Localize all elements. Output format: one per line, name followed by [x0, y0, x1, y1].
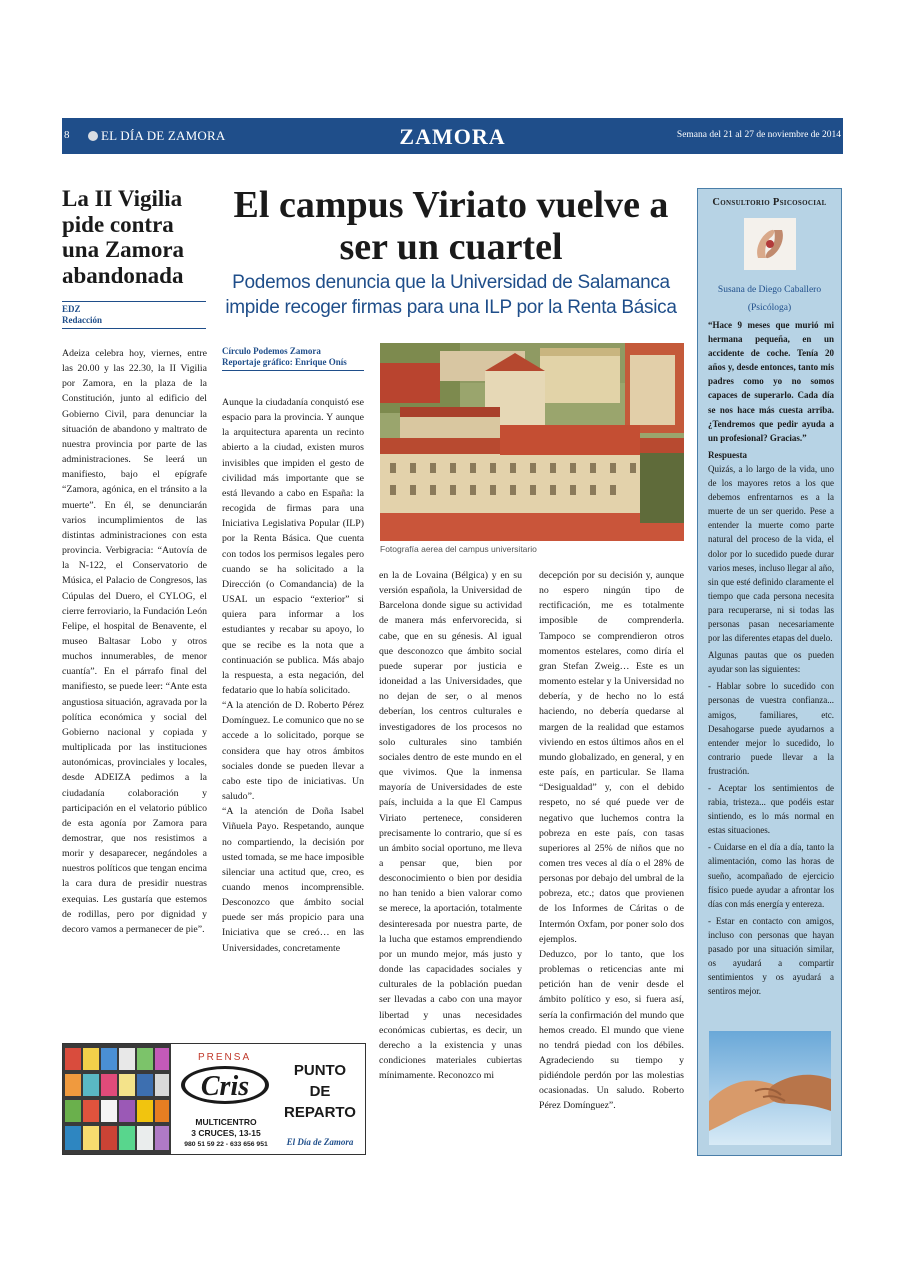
page-number: 8: [64, 129, 70, 141]
paragraph: decepción por su decisión y, aunque no espero ningún tipo de rectificación, me es totalmente imposible de comprenderla. Tampoco se comprendieron otros momentos estelares, como diría el gran Stefan Zweig… Este es un momento estelar y la Universidad no debería, y de hecho no lo está haciendo, no debería quedarse al margen de la realidad que estamos viviendo en estos últimos años en el mundo globalizado, en general, y en este país, en particular. Se llama “Desigualdad” y, con el debido respeto, no sé qué puede ver de negativo que luchemos contra la pobreza en este país, con tasas superiores al 25% de niños que no comen tres veces al día o el 28% de personas por debajo del umbral de la pobreza, etc.; datos que provienen de los Informes de Cáritas o de Intermón Oxfam, por poner solo dos ejemplos.: [539, 570, 684, 945]
reader-question: “Hace 9 meses que murió mi hermana pequeña, en un accidente de coche. Tenía 20 años y, desde entonces, tanto mis padres como yo no somos capaces de superarlo. Cada día se nos hace más cuesta arriba. ¿Tendremos que pedir ayuda a un profesional? Gracias.”: [708, 320, 834, 443]
byline-author: EDZ: [62, 304, 81, 314]
ad-prensa-label: PRENSA: [198, 1052, 252, 1063]
paragraph: “A la atención de Doña Isabel Viñuela Payo. Respetando, aunque no compartiendo, la decisión por usted tomada, se me hace imposible silenciar una actitud que, creo, es cuando menos incomprensible. Desconozco que ámbito social puede ser más propicio para una Iniciativa que se creó… en las Universidades, concretamente: [222, 806, 364, 954]
paragraph: “A la atención de D. Roberto Pérez Domínguez. Le comunico que no se accede a lo solicitado, porque se considera que hay otros ámbitos sociales donde se pueden llevar a cabo este tipo de iniciativas. Un saludo”.: [222, 700, 364, 803]
answer-bullet: - Cuidarse en el día a día, tanto la alimentación, como las horas de sueño, acompañado de ejercicio físico puede ayudar a afrontar los días con más energía y entereza.: [708, 842, 834, 909]
ad-newspaper-logo: El Día de Zamora: [286, 1137, 354, 1147]
answer-heading: Respuesta: [708, 449, 748, 460]
sidebar-author: [698, 281, 841, 317]
issue-date: Semana del 21 al 27 de noviembre de 2014: [676, 130, 841, 140]
punto-line1: PUNTO: [293, 1062, 347, 1079]
answer-bullet: - Aceptar los sentimientos de rabia, tristeza... que podéis estar sintiendo, es lo más normal en estas situaciones.: [708, 783, 834, 836]
byline-author: Círculo Podemos Zamora: [222, 346, 321, 356]
campus-aerial-photo: [380, 343, 684, 541]
answer-bullet: - Estar en contacto con amigos, incluso con personas que hayan pasado por una situación similar, os ayudará a compartir sentimientos y os ayudará a sentiros mejor.: [708, 915, 834, 997]
magazine-rack-photo: [63, 1044, 171, 1154]
author-photo: [744, 218, 796, 270]
author-role: (Psicóloga): [747, 303, 792, 313]
newsstand-advertisement: [62, 1043, 366, 1155]
psychosocial-sidebar: [697, 188, 842, 1156]
byline-role: Redacción: [62, 315, 102, 325]
cris-logo: [179, 1064, 271, 1106]
answer-paragraph: Quizás, a lo largo de la vida, uno de los mayores retos a los que debemos enfrentarnos es a la muerte de un ser querido. Pese a entender la muerte como parte natural del proceso de la vida, el dolor por lo sucedido puede durar varios meses, incluso llegar al año, sin que esté definido claramente el tiempo que cada persona necesita para recuperarse, ni si todas las personas pasan necesariamente por las diferentes etapas del duelo.: [708, 463, 834, 644]
ad-address: [171, 1117, 281, 1138]
section-header-band: [62, 118, 843, 154]
main-article-byline: [222, 346, 364, 371]
answer-paragraph: Algunas pautas que os pueden ayudar son las siguientes:: [708, 650, 834, 675]
sidebar-title: Consultorio Psicosocial: [712, 197, 827, 208]
punto-line3: REPARTO: [284, 1104, 356, 1121]
main-article-column-1: [222, 395, 364, 956]
handshake-photo: [709, 1031, 831, 1145]
ad-punto-de-reparto: [275, 1060, 365, 1123]
left-article-body: Adeiza celebra hoy, viernes, entre las 20.00 y las 22.30, la II Vigilia por Zamora, en la plaza de la Constitución, junto al edificio del Gobierno Civil, para denunciar la situación de abandono y maltrato de nuestra provincia por parte de las administraciones. Se leerá un manifiesto, bajo el epígrafe “Zamora, agónica, en el tránsito a la muerte”. En él, se denunciarán varios incumplimientos de las distintas administraciones con esta provincia. Verbigracia: “Autovía de la N-122, el Conservatorio de Música, el Palacio de Congresos, las Cúpulas del Duero, el CYLOG, el cierre ferroviario, la Fundación León Felipe, el hospital de Benavente, el museo Baltasar Lobo y otros muchos innumerables, de menor cuantía”. En el párrafo final del manifiesto, se puede leer: “Ante esta angustiosa situación, agravada por la política económica y social del Gobierno nacional y copiada y multiplicada por las instituciones autonómicas, provinciales y locales, desde ADEIZA pedimos a la ciudadanía colaboración y participación en el velatorio público de esta agonía por Zamora para demostrar, que nos resistimos a morir y desaparecer, negándoles a nuestros políticos que tengan encima la cara dura de presidir nuestras exequias. Les gustaría que estemos de rodillas, pero por dignidad y decoro vamos a permanecer de pie”.: [62, 348, 207, 935]
photo-caption: Fotografía aerea del campus universitario: [380, 544, 537, 554]
main-article-subheadline: Podemos denuncia que la Universidad de Salamanca impide recoger firmas para una ILP por la Renta Básica: [225, 272, 677, 318]
byline-photographer: Reportaje gráfico: Enrique Onís: [222, 357, 347, 367]
main-article-column-3: [539, 568, 684, 1114]
sidebar-text: [708, 318, 834, 998]
ad-address-line2: 3 CRUCES, 13-15: [191, 1127, 261, 1138]
left-article-headline: La II Vigilia pide contra una Zamora abandonada: [62, 186, 185, 288]
ad-phones: 980 51 59 22 - 633 656 951: [184, 1141, 268, 1148]
ad-address-line1: MULTICENTRO: [195, 1117, 257, 1127]
main-article-column-2: en la de Lovaina (Bélgica) y en su versión española, la Universidad de Barcelona donde sigue su actividad de manera más enfervorecida, si cabe, que en su génesis. Al igual que desconozco que ámbito social puede superar por justicia e idoneidad a las Universidades, que no dejan de ser, o al menos deberían, los centros culturales e investigadores de los procesos no solo culturales sino también sociales dentro de este mundo en el que vivimos. Que la inmensa mayoría de Universidades de este país, incluida a la que El Campus Viriato pertenece, consideren precisamente lo contrario, que sí es un ámbito social oportuno, me lleva a pensar que, bien por desconocimiento o bien por desidia no han tenido a bien valorar como se merece, la aportación, totalmente desinteresada por nuestra parte, de la lucha que estamos emprendiendo por un mundo mejor, más justo y donde las capacidades sociales y culturales de la población puedan ser llevadas a cabo con una mayor libertad y unas necesidades económicas cubiertas, es decir, un derecho a la existencia y unas condiciones materiales cubiertas mínimamente. Reconozco mi: [379, 570, 522, 1082]
paragraph: Aunque la ciudadanía conquistó ese espacio para la provincia. Y aunque la arquitectura aparenta un recinto abierto a la ciudad, existen muros invisibles que impiden el gesto de civilidad más importante que se está llevando a cabo en España: la recogida de firmas para una Iniciativa Legislativa Popular (ILP) por la Renta Básica. Que cuenta con todos los permisos legales pero cuando se ha solicitado a la Dirección (o Comandancia) de la USAL un espacio “exterior” si quiera para informar a los estudiantes y recabar su apoyo, lo que se recibe es la nota que a continuación se publica. Más abajo la respuesta, a esta negación, del fedatario que lo había solicitado.: [222, 397, 364, 696]
punto-line2: DE: [309, 1083, 331, 1100]
main-article-headline: El campus Viriato vuelve a ser un cuartel: [233, 184, 669, 268]
section-title: ZAMORA: [399, 124, 506, 149]
author-name: Susana de Diego Caballero: [717, 285, 822, 295]
publication-name-text: EL DÍA DE ZAMORA: [101, 128, 226, 143]
left-article-byline: [62, 301, 206, 329]
cris-logo-text: Cris: [200, 1071, 250, 1102]
paragraph: Deduzco, por lo tanto, que los problemas o reticencias ante mi petición han de venir desde el ámbito político y eso, si fuera así, sería la confirmación del mundo que hemos creado. El mundo que viene no tendrá piedad con los débiles. Agradeciendo su tiempo y pidiéndole perdón por las molestias ocasionadas. Un saludo. Roberto Pérez Domínguez”.: [539, 948, 684, 1112]
answer-bullet: - Hablar sobre lo sucedido con personas de vuestra confianza... amigos, familiares, etc. Desahogarse puede ayudarnos a entender mejor lo sucedido, lo contrario puede llevar a la frustración.: [708, 681, 834, 776]
